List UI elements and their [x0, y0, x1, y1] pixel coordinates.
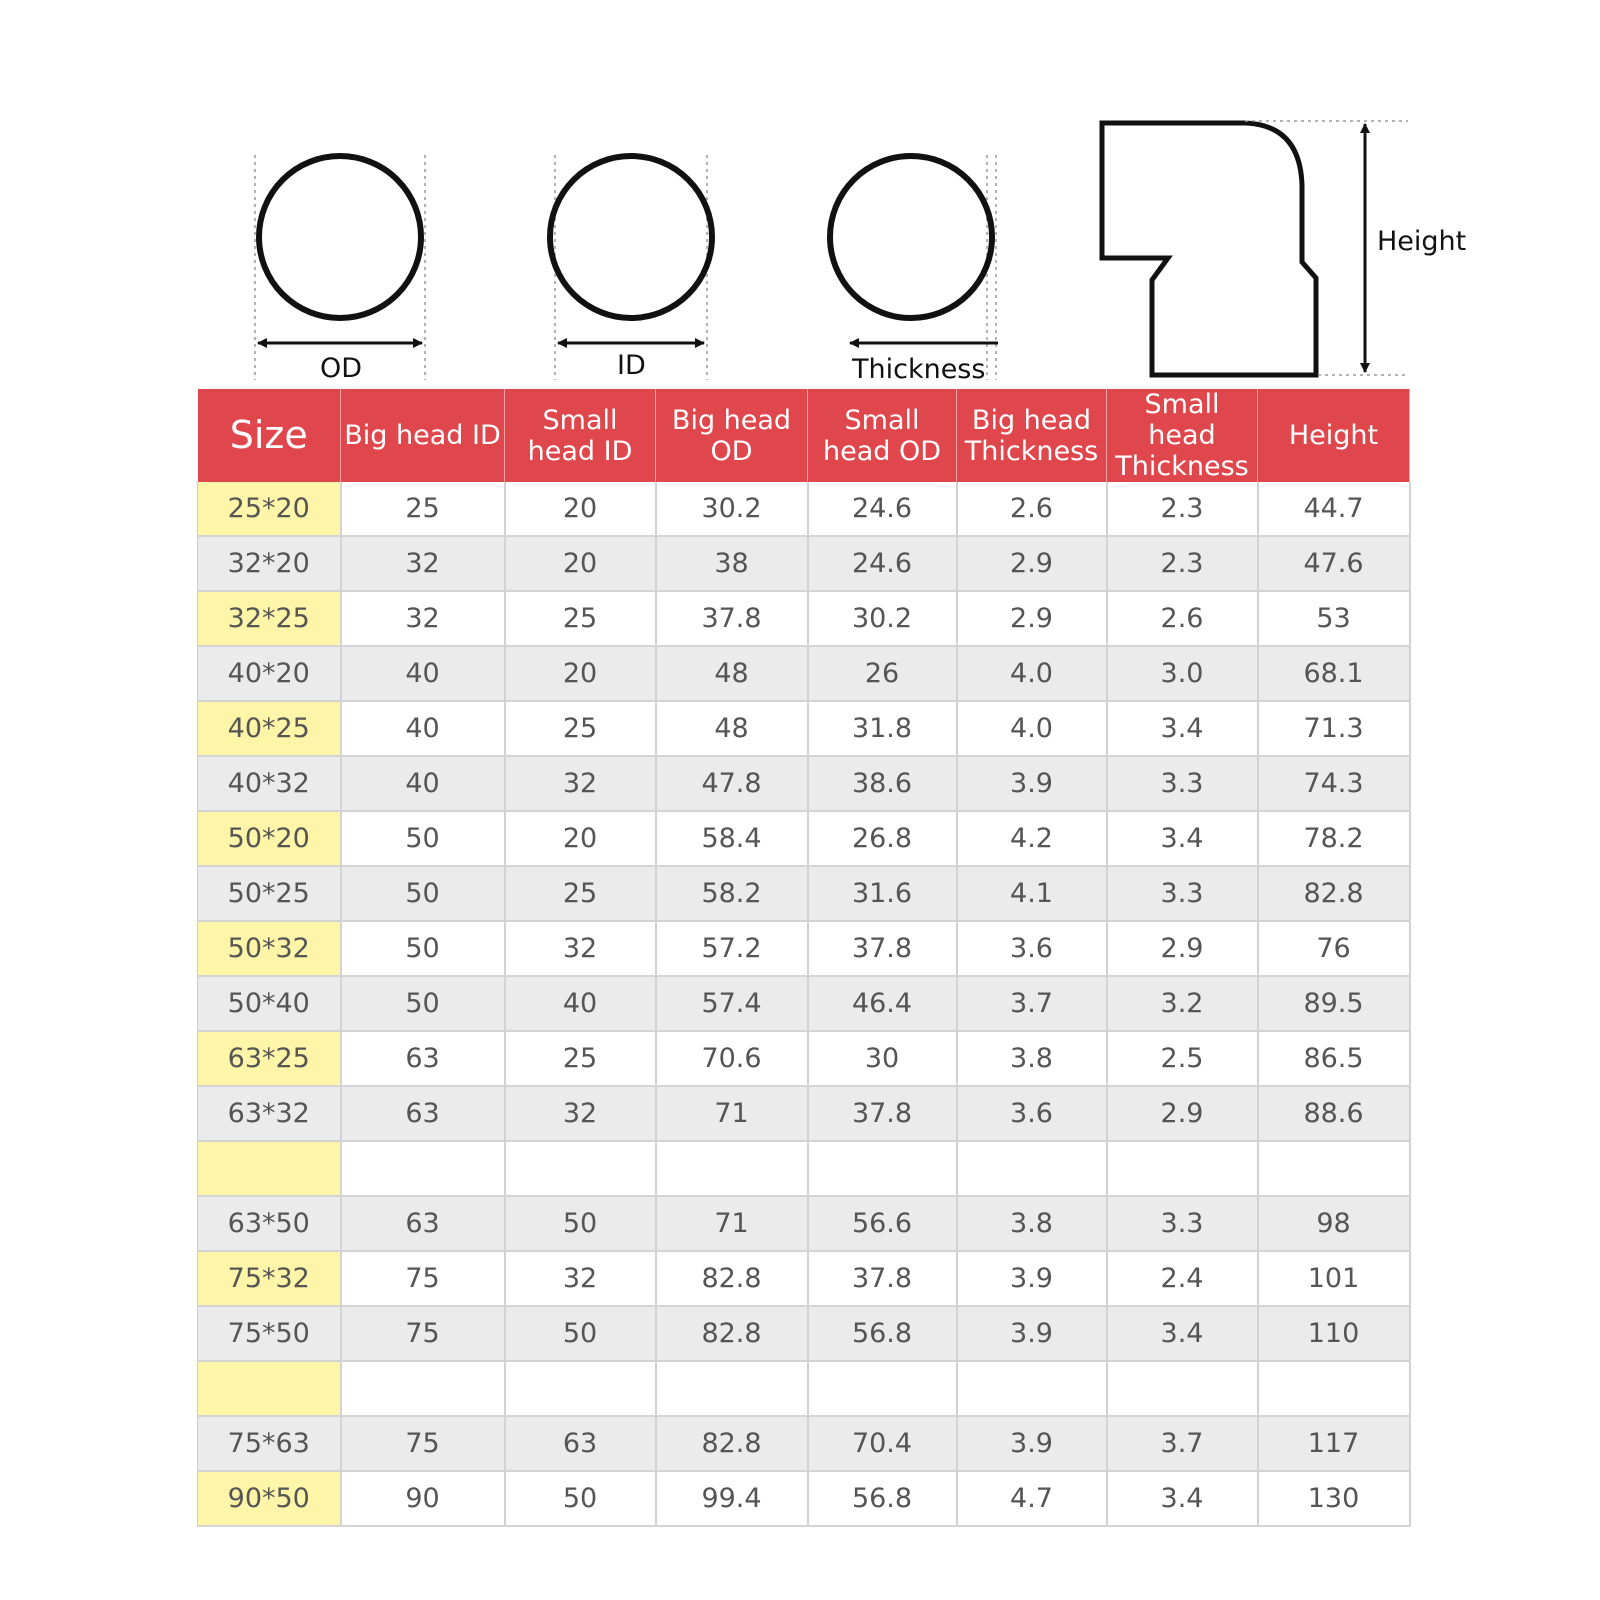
cell-big-head-id: 75	[341, 1306, 505, 1361]
cell-small-head-od: 31.8	[808, 701, 957, 756]
cell-height: 89.5	[1258, 976, 1410, 1031]
cell-size	[198, 1141, 341, 1196]
dimension-diagram-drawing	[0, 0, 1600, 400]
table-row	[198, 811, 1410, 866]
table-row	[198, 1031, 1410, 1086]
cell-size: 40*25	[198, 701, 341, 756]
cell-height: 44.7	[1258, 482, 1410, 536]
cell-height: 101	[1258, 1251, 1410, 1306]
cell-small-head-od: 30	[808, 1031, 957, 1086]
cell-small-head-od	[808, 1361, 957, 1416]
cell-small-head-thickness: 3.4	[1107, 701, 1258, 756]
cell-small-head-id: 50	[505, 1471, 656, 1526]
header-small-head-id: Small head ID	[505, 389, 656, 482]
od-label: OD	[320, 353, 363, 384]
cell-small-head-thickness: 2.6	[1107, 591, 1258, 646]
cell-big-head-thickness: 3.8	[957, 1196, 1107, 1251]
table-row	[198, 591, 1410, 646]
cell-big-head-thickness: 4.0	[957, 701, 1107, 756]
cell-big-head-id: 40	[341, 646, 505, 701]
cell-small-head-od: 37.8	[808, 921, 957, 976]
cell-size: 75*50	[198, 1306, 341, 1361]
cell-big-head-id: 50	[341, 976, 505, 1031]
cell-height: 117	[1258, 1416, 1410, 1471]
cell-big-head-od: 48	[656, 646, 808, 701]
cell-height: 53	[1258, 591, 1410, 646]
cell-big-head-thickness: 4.7	[957, 1471, 1107, 1526]
cell-small-head-id: 20	[505, 811, 656, 866]
cell-small-head-id: 32	[505, 1251, 656, 1306]
table-row	[198, 1196, 1410, 1251]
table-row	[198, 701, 1410, 756]
cell-small-head-od: 56.8	[808, 1306, 957, 1361]
cell-small-head-id: 50	[505, 1196, 656, 1251]
cell-height: 130	[1258, 1471, 1410, 1526]
cell-small-head-thickness: 3.0	[1107, 646, 1258, 701]
cell-big-head-id: 90	[341, 1471, 505, 1526]
cell-big-head-od: 37.8	[656, 591, 808, 646]
cell-big-head-od: 82.8	[656, 1306, 808, 1361]
cell-size: 32*25	[198, 591, 341, 646]
od-circle-icon	[255, 155, 425, 384]
cell-size: 90*50	[198, 1471, 341, 1526]
table-row	[198, 1361, 1410, 1416]
cell-size: 75*32	[198, 1251, 341, 1306]
cell-big-head-id: 32	[341, 591, 505, 646]
cell-small-head-id: 20	[505, 482, 656, 536]
cell-size: 50*20	[198, 811, 341, 866]
cell-size	[198, 1361, 341, 1416]
table-row	[198, 921, 1410, 976]
table-row	[198, 756, 1410, 811]
cell-small-head-thickness: 2.9	[1107, 921, 1258, 976]
header-big-head-id: Big head ID	[341, 389, 505, 482]
cell-height	[1258, 1361, 1410, 1416]
cell-big-head-id	[341, 1141, 505, 1196]
cell-big-head-thickness: 4.0	[957, 646, 1107, 701]
table-body	[198, 482, 1410, 1526]
header-big-head-od: Big head OD	[656, 389, 808, 482]
cell-big-head-od: 38	[656, 536, 808, 591]
cell-small-head-od: 24.6	[808, 482, 957, 536]
table-row	[198, 1141, 1410, 1196]
header-small-head-od: Small head OD	[808, 389, 957, 482]
header-height: Height	[1258, 389, 1410, 482]
cell-small-head-id: 32	[505, 1086, 656, 1141]
cell-small-head-id: 20	[505, 646, 656, 701]
cell-small-head-thickness: 3.2	[1107, 976, 1258, 1031]
cell-small-head-id: 32	[505, 756, 656, 811]
cell-small-head-id: 50	[505, 1306, 656, 1361]
cell-big-head-od	[656, 1141, 808, 1196]
cell-small-head-id: 63	[505, 1416, 656, 1471]
cell-small-head-od: 31.6	[808, 866, 957, 921]
cell-height: 68.1	[1258, 646, 1410, 701]
cell-small-head-od: 24.6	[808, 536, 957, 591]
cell-big-head-thickness: 3.7	[957, 976, 1107, 1031]
cell-big-head-od: 57.4	[656, 976, 808, 1031]
cell-big-head-od	[656, 1361, 808, 1416]
cell-size: 32*20	[198, 536, 341, 591]
size-spec-table	[197, 389, 1411, 1527]
cell-height: 47.6	[1258, 536, 1410, 591]
cell-small-head-od: 70.4	[808, 1416, 957, 1471]
cell-height: 78.2	[1258, 811, 1410, 866]
cell-size: 50*40	[198, 976, 341, 1031]
cell-height: 88.6	[1258, 1086, 1410, 1141]
table-row	[198, 1416, 1410, 1471]
table-row	[198, 866, 1410, 921]
cell-small-head-id: 40	[505, 976, 656, 1031]
cell-small-head-id: 25	[505, 1031, 656, 1086]
cell-small-head-thickness: 3.3	[1107, 866, 1258, 921]
cell-small-head-od: 37.8	[808, 1086, 957, 1141]
cell-small-head-id	[505, 1361, 656, 1416]
cell-big-head-od: 48	[656, 701, 808, 756]
cell-big-head-thickness	[957, 1361, 1107, 1416]
cell-small-head-thickness: 2.9	[1107, 1086, 1258, 1141]
thickness-label: Thickness	[852, 354, 986, 385]
cell-small-head-id: 25	[505, 591, 656, 646]
cell-height: 86.5	[1258, 1031, 1410, 1086]
table-row	[198, 482, 1410, 536]
cell-big-head-od: 58.4	[656, 811, 808, 866]
cell-small-head-od: 37.8	[808, 1251, 957, 1306]
table-row	[198, 1086, 1410, 1141]
cell-size: 50*25	[198, 866, 341, 921]
cell-big-head-od: 30.2	[656, 482, 808, 536]
cell-small-head-thickness	[1107, 1141, 1258, 1196]
cell-big-head-thickness: 4.1	[957, 866, 1107, 921]
cell-big-head-thickness: 4.2	[957, 811, 1107, 866]
cell-big-head-thickness: 2.9	[957, 591, 1107, 646]
table-header-row	[198, 389, 1410, 482]
cell-big-head-id: 32	[341, 536, 505, 591]
cell-big-head-id: 40	[341, 701, 505, 756]
cell-big-head-id: 40	[341, 756, 505, 811]
height-label: Height	[1377, 226, 1467, 257]
cell-small-head-thickness: 3.7	[1107, 1416, 1258, 1471]
cell-height: 110	[1258, 1306, 1410, 1361]
cell-big-head-id: 75	[341, 1251, 505, 1306]
cell-big-head-id: 25	[341, 482, 505, 536]
id-label: ID	[617, 350, 646, 381]
table-row	[198, 646, 1410, 701]
cell-big-head-od: 82.8	[656, 1416, 808, 1471]
cell-size: 25*20	[198, 482, 341, 536]
cell-small-head-od: 46.4	[808, 976, 957, 1031]
cell-big-head-od: 57.2	[656, 921, 808, 976]
cell-small-head-thickness	[1107, 1361, 1258, 1416]
cell-height: 98	[1258, 1196, 1410, 1251]
cell-small-head-thickness: 3.4	[1107, 1306, 1258, 1361]
cell-big-head-thickness: 3.8	[957, 1031, 1107, 1086]
cell-small-head-od: 26.8	[808, 811, 957, 866]
cell-size: 63*50	[198, 1196, 341, 1251]
cell-size: 50*32	[198, 921, 341, 976]
table-row	[198, 1306, 1410, 1361]
cell-small-head-id	[505, 1141, 656, 1196]
cell-big-head-id: 50	[341, 921, 505, 976]
cell-big-head-thickness: 3.9	[957, 756, 1107, 811]
cell-small-head-id: 32	[505, 921, 656, 976]
cell-small-head-thickness: 2.3	[1107, 482, 1258, 536]
cell-big-head-id: 63	[341, 1086, 505, 1141]
cell-big-head-od: 71	[656, 1086, 808, 1141]
header-size: Size	[198, 389, 341, 482]
cell-big-head-id: 75	[341, 1416, 505, 1471]
cell-big-head-thickness: 3.6	[957, 1086, 1107, 1141]
thickness-circle-icon	[830, 155, 998, 380]
header-small-head-thickness: Small head Thickness	[1107, 389, 1258, 482]
dimension-diagram	[0, 0, 1600, 400]
cell-small-head-od: 56.8	[808, 1471, 957, 1526]
cell-height: 71.3	[1258, 701, 1410, 756]
cell-big-head-id: 63	[341, 1031, 505, 1086]
table-row	[198, 976, 1410, 1031]
cell-height	[1258, 1141, 1410, 1196]
cell-height: 76	[1258, 921, 1410, 976]
cell-small-head-thickness: 3.4	[1107, 811, 1258, 866]
cell-big-head-od: 82.8	[656, 1251, 808, 1306]
cell-big-head-thickness: 2.9	[957, 536, 1107, 591]
cell-big-head-thickness: 3.9	[957, 1251, 1107, 1306]
cell-small-head-od: 38.6	[808, 756, 957, 811]
cell-size: 40*32	[198, 756, 341, 811]
cell-size: 40*20	[198, 646, 341, 701]
cell-small-head-thickness: 3.3	[1107, 756, 1258, 811]
cell-big-head-od: 47.8	[656, 756, 808, 811]
table-row	[198, 1251, 1410, 1306]
cell-big-head-id	[341, 1361, 505, 1416]
cell-small-head-id: 25	[505, 701, 656, 756]
cell-big-head-thickness: 2.6	[957, 482, 1107, 536]
cell-small-head-thickness: 2.5	[1107, 1031, 1258, 1086]
cell-height: 82.8	[1258, 866, 1410, 921]
cell-big-head-thickness: 3.6	[957, 921, 1107, 976]
cell-small-head-od: 26	[808, 646, 957, 701]
cell-big-head-thickness: 3.9	[957, 1306, 1107, 1361]
cell-big-head-id: 50	[341, 811, 505, 866]
cell-small-head-od: 30.2	[808, 591, 957, 646]
cell-small-head-thickness: 3.3	[1107, 1196, 1258, 1251]
cell-small-head-od: 56.6	[808, 1196, 957, 1251]
cell-big-head-id: 50	[341, 866, 505, 921]
cell-size: 63*25	[198, 1031, 341, 1086]
cell-small-head-id: 20	[505, 536, 656, 591]
cell-height: 74.3	[1258, 756, 1410, 811]
table-row	[198, 1471, 1410, 1526]
cell-size: 75*63	[198, 1416, 341, 1471]
elbow-profile-icon	[1102, 121, 1408, 375]
id-circle-icon	[550, 155, 712, 380]
cell-small-head-od	[808, 1141, 957, 1196]
table-row	[198, 536, 1410, 591]
cell-size: 63*32	[198, 1086, 341, 1141]
cell-big-head-od: 58.2	[656, 866, 808, 921]
cell-small-head-thickness: 3.4	[1107, 1471, 1258, 1526]
cell-small-head-thickness: 2.3	[1107, 536, 1258, 591]
cell-big-head-od: 71	[656, 1196, 808, 1251]
cell-big-head-od: 99.4	[656, 1471, 808, 1526]
header-big-head-thickness: Big head Thickness	[957, 389, 1107, 482]
cell-big-head-thickness: 3.9	[957, 1416, 1107, 1471]
cell-small-head-id: 25	[505, 866, 656, 921]
cell-big-head-id: 63	[341, 1196, 505, 1251]
cell-big-head-thickness	[957, 1141, 1107, 1196]
cell-small-head-thickness: 2.4	[1107, 1251, 1258, 1306]
cell-big-head-od: 70.6	[656, 1031, 808, 1086]
